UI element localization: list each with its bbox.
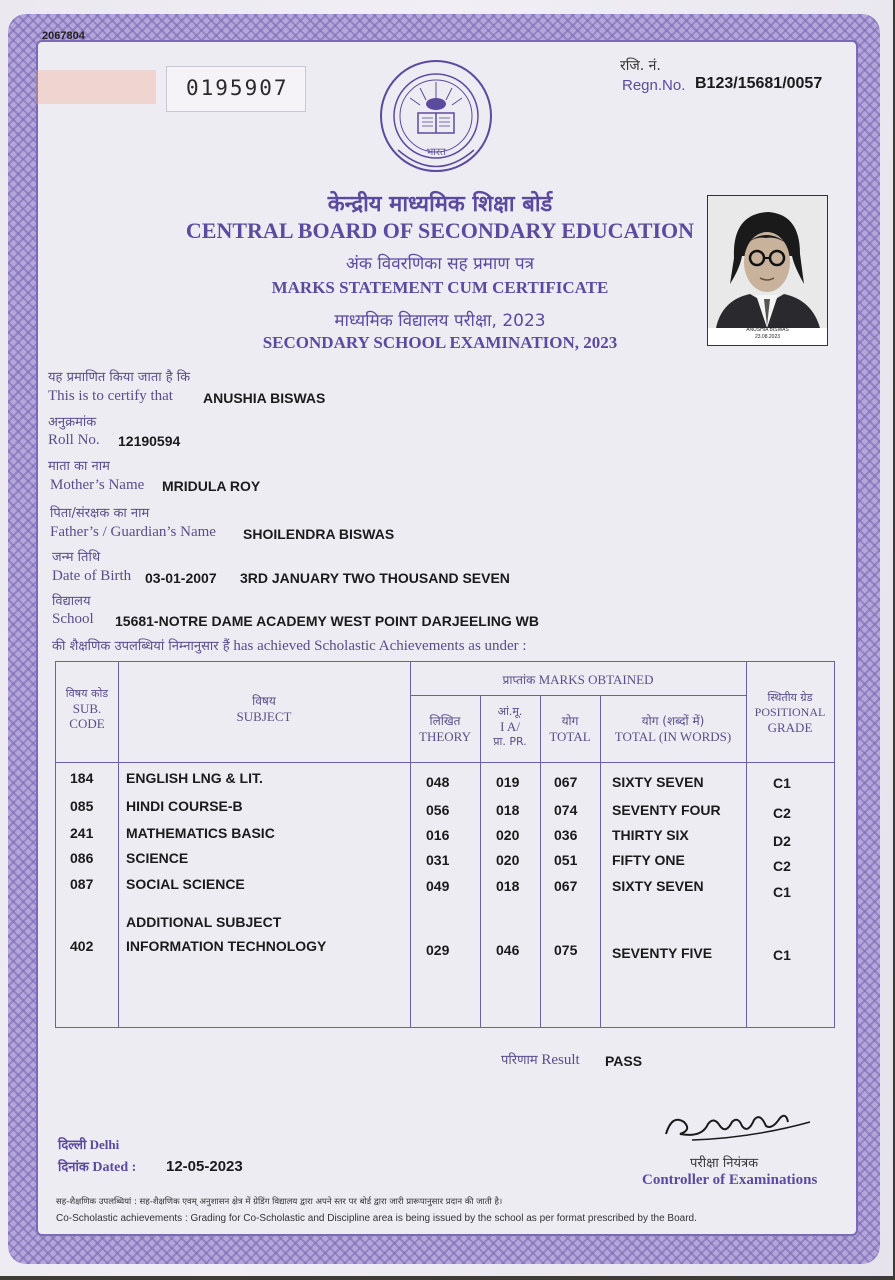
subject-name: ENGLISH LNG & LIT. (126, 770, 263, 786)
achievement-line (52, 636, 527, 655)
total-words: SEVENTY FOUR (612, 802, 721, 818)
exam-title: SECONDARY SCHOOL EXAMINATION, 2023 (262, 333, 618, 352)
header-ia: आं.मू. I A/ प्रा. PR. (493, 705, 527, 748)
student-name: ANUSHIA BISWAS (203, 390, 326, 406)
student-portrait-icon (708, 196, 827, 328)
dob-label-hindi: जन्म तिथि (52, 550, 101, 565)
photo-caption-date: 23.08.2023 (754, 334, 781, 340)
regn-label: Regn.No. (622, 77, 686, 94)
total-words: SIXTY SEVEN (612, 774, 704, 790)
header-theory: लिखित THEORY (419, 714, 471, 744)
controller-signature-icon (662, 1104, 812, 1148)
photo-caption-name: ANUSHIA BISWAS (746, 327, 789, 333)
roll-number: 12190594 (118, 433, 181, 449)
serial-number: 2067804 (42, 30, 85, 42)
sub-code: 402 (70, 938, 94, 954)
ia-marks: 019 (496, 774, 520, 790)
grade: C2 (773, 858, 791, 874)
total-marks: 036 (554, 827, 578, 843)
father-name: SHOILENDRA BISWAS (243, 526, 395, 542)
school-name: 15681-NOTRE DAME ACADEMY WEST POINT DARJEELING WB (115, 613, 539, 629)
header-total-words: योग (शब्दों में) TOTAL (IN WORDS) (614, 714, 732, 744)
header-marks-obtained: प्राप्तांक MARKS OBTAINED (502, 672, 654, 687)
total-words: SEVENTY FIVE (612, 945, 713, 961)
subject-name: MATHEMATICS BASIC (126, 825, 275, 841)
place: दिल्ली Delhi (58, 1137, 120, 1153)
grade: D2 (773, 833, 791, 849)
mother-name: MRIDULA ROY (162, 478, 261, 494)
additional-subject-label: ADDITIONAL SUBJECT (126, 914, 282, 930)
controller-label-hindi: परीक्षा नियंत्रक (690, 1156, 759, 1171)
student-photo (707, 195, 828, 346)
sub-code: 085 (70, 798, 94, 814)
dob-value: 03-01-2007 (145, 570, 217, 586)
board-title-hindi: केन्द्रीय माध्यमिक शिक्षा बोर्ड (327, 192, 553, 217)
sub-code: 086 (70, 850, 94, 866)
dob-words: 3RD JANUARY TWO THOUSAND SEVEN (240, 570, 510, 586)
faded-stamp (36, 70, 156, 104)
ia-marks: 020 (496, 852, 520, 868)
certificate-number: 0195907 (186, 76, 289, 100)
regn-label-hindi: रजि. नं. (620, 58, 661, 74)
board-title: CENTRAL BOARD OF SECONDARY EDUCATION (185, 218, 695, 243)
certify-label: This is to certify that (48, 388, 173, 404)
school-label: School (52, 611, 94, 627)
ia-marks: 018 (496, 802, 520, 818)
total-marks: 067 (554, 878, 578, 894)
footnote-english: Co-Scholastic achievements : Grading for Co-Scholastic and Discipline area is being issued by the school as per format prescribed by the Board. (56, 1213, 697, 1224)
ia-marks: 046 (496, 942, 520, 958)
total-marks: 051 (554, 852, 578, 868)
certify-label-hindi: यह प्रमाणित किया जाता है कि (48, 370, 191, 385)
father-label: Father’s / Guardian’s Name (50, 524, 216, 540)
total-marks: 075 (554, 942, 578, 958)
father-label-hindi: पिता/संरक्षक का नाम (50, 506, 150, 521)
exam-title-hindi: माध्यमिक विद्यालय परीक्षा, 2023 (334, 311, 546, 331)
theory-marks: 049 (426, 878, 450, 894)
theory-marks: 048 (426, 774, 450, 790)
theory-marks: 031 (426, 852, 450, 868)
ia-marks: 020 (496, 827, 520, 843)
header-code: विषय कोड SUB. CODE (65, 687, 109, 731)
school-label-hindi: विद्यालय (52, 594, 91, 609)
certificate-title: MARKS STATEMENT CUM CERTIFICATE (271, 278, 609, 297)
header-total: योग TOTAL (549, 714, 591, 744)
marks-table (55, 661, 835, 1028)
roll-label: Roll No. (48, 432, 100, 448)
subject-name: HINDI COURSE-B (126, 798, 243, 814)
total-marks: 074 (554, 802, 578, 818)
sub-code: 184 (70, 770, 94, 786)
dob-label: Date of Birth (52, 568, 132, 584)
sub-code: 241 (70, 825, 94, 841)
ia-marks: 018 (496, 878, 520, 894)
issue-date: 12-05-2023 (166, 1158, 243, 1175)
grade: C1 (773, 775, 791, 791)
mother-label-hindi: माता का नाम (48, 459, 110, 474)
total-words: SIXTY SEVEN (612, 878, 704, 894)
subject-name: SCIENCE (126, 850, 189, 866)
mother-label: Mother’s Name (50, 477, 145, 493)
dated-label: दिनांक Dated : (58, 1160, 137, 1175)
subject-name: INFORMATION TECHNOLOGY (126, 938, 327, 954)
subject-name: SOCIAL SCIENCE (126, 876, 245, 892)
total-marks: 067 (554, 774, 578, 790)
theory-marks: 016 (426, 827, 450, 843)
logo-text: भारत (426, 147, 446, 158)
sub-code: 087 (70, 876, 94, 892)
cbse-logo-icon (378, 58, 494, 178)
roll-label-hindi: अनुक्रमांक (48, 415, 97, 430)
header-grade: स्थितीय ग्रेड POSITIONAL GRADE (754, 691, 826, 735)
regn-number: B123/15681/0057 (695, 75, 823, 92)
grade: C2 (773, 805, 791, 821)
grade: C1 (773, 947, 791, 963)
header-subject: विषय SUBJECT (236, 694, 292, 724)
result-value: PASS (605, 1053, 643, 1069)
theory-marks: 056 (426, 802, 450, 818)
theory-marks: 029 (426, 942, 450, 958)
certificate-title-hindi: अंक विवरणिका सह प्रमाण पत्र (345, 254, 535, 274)
result-label: परिणाम Result (501, 1052, 580, 1068)
footnote-hindi: सह-शैक्षणिक उपलब्धियां : सह-शैक्षणिक एवम् अनुशासन क्षेत्र में ग्रेडिंग विद्यालय द्वारा अपने स्तर पर बोर्ड द्वारा जारी प्रारूपानुसार प्रदान की जाती है। (56, 1197, 503, 1207)
total-words: THIRTY SIX (612, 827, 689, 843)
achievement-hindi: की शैक्षणिक उपलब्धियां निम्नानुसार हैं (52, 639, 230, 654)
controller-label: Controller of Examinations (642, 1172, 818, 1188)
achievement-english: has achieved Scholastic Achievements as under : (233, 638, 527, 654)
total-words: FIFTY ONE (612, 852, 685, 868)
grade: C1 (773, 884, 791, 900)
